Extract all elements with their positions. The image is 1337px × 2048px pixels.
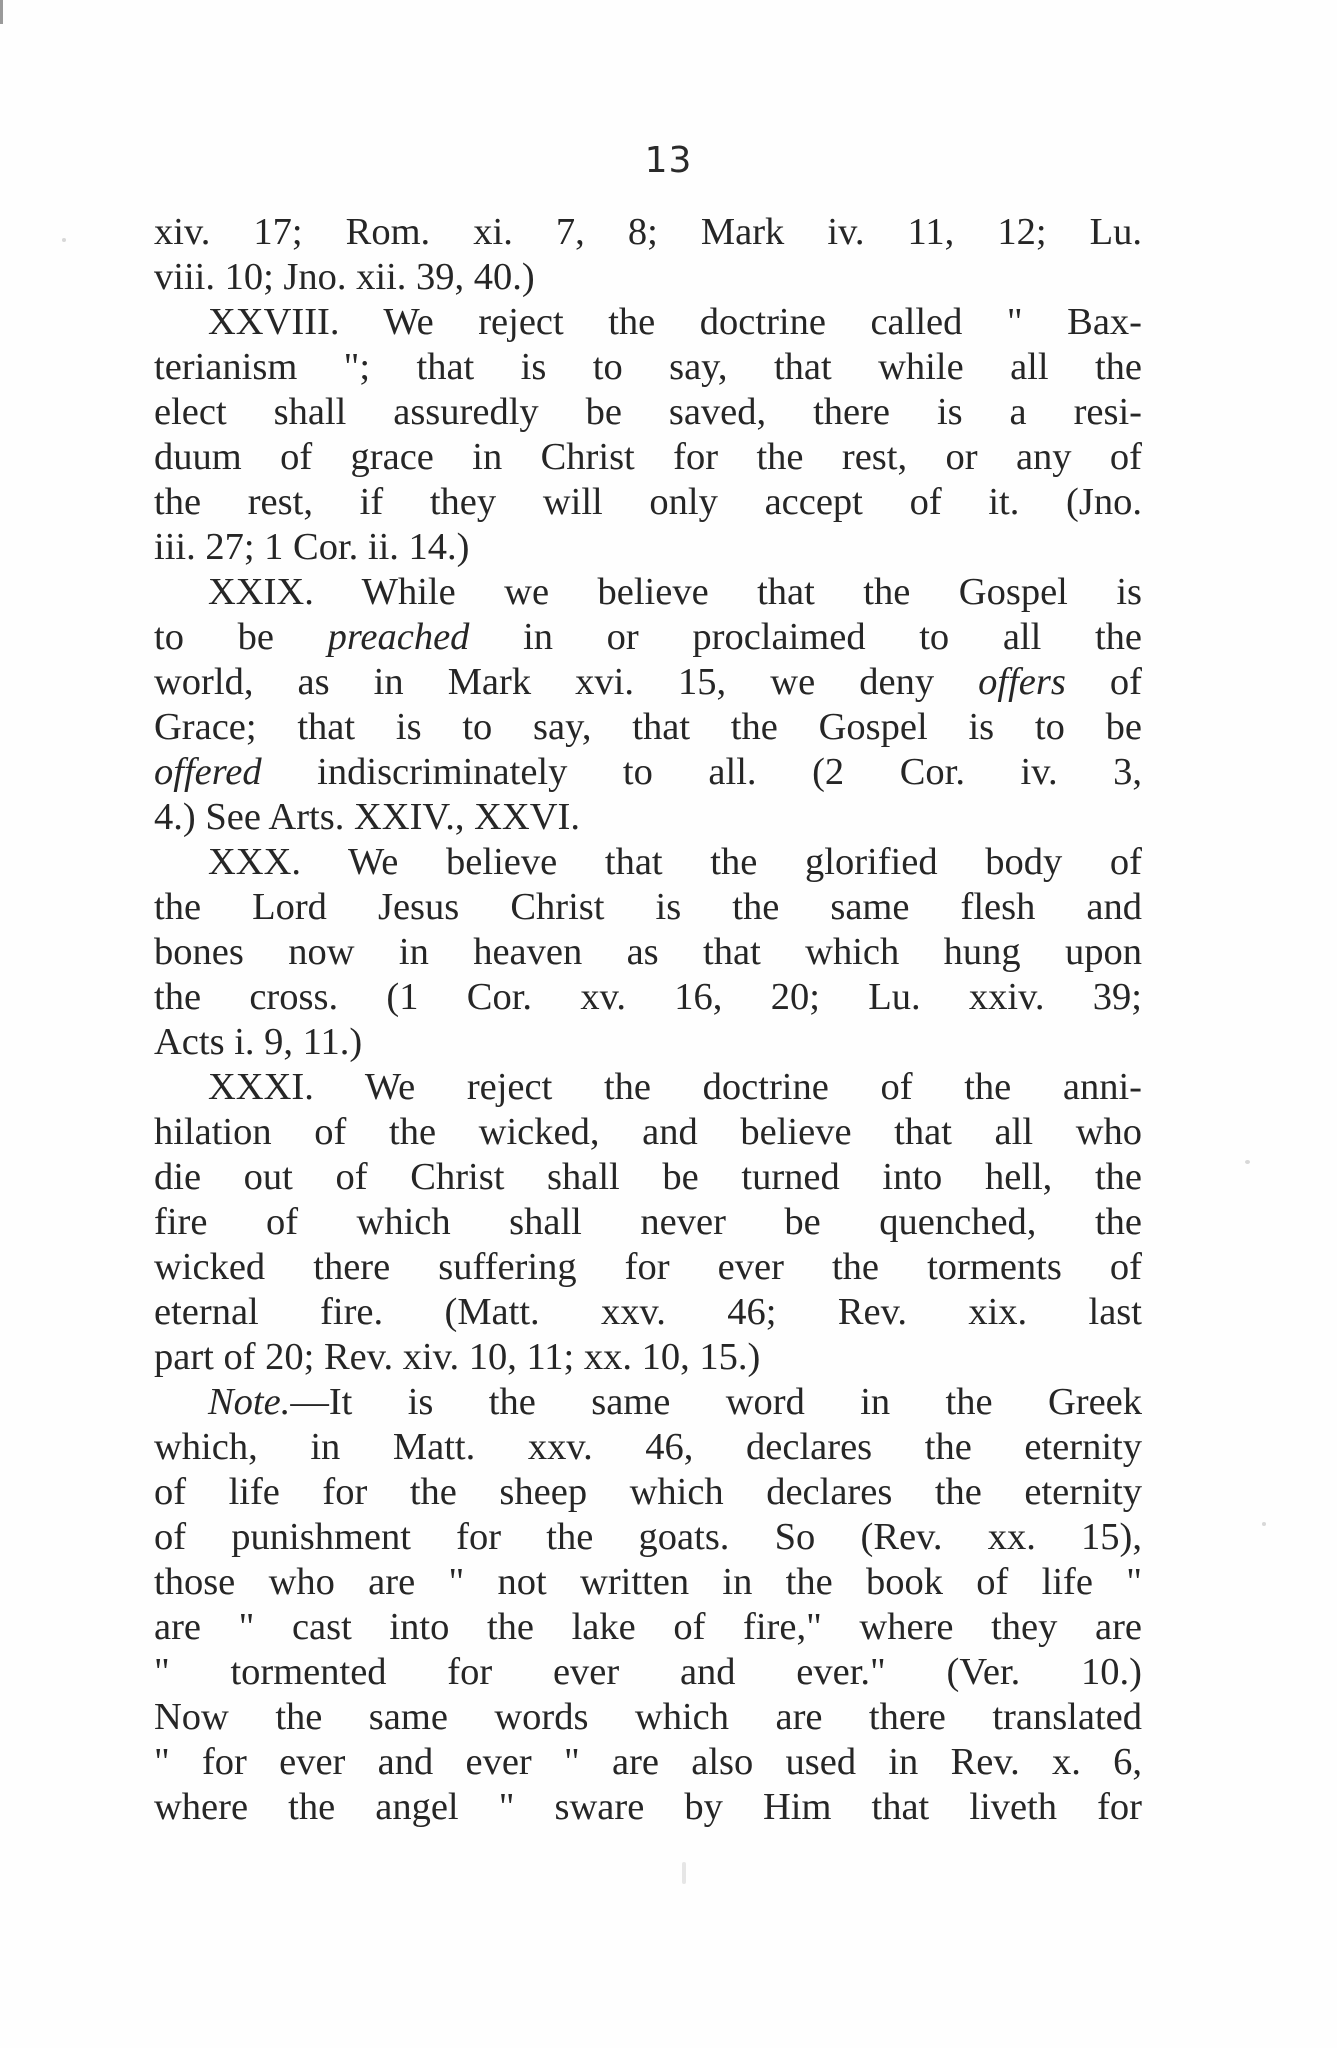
italic-text: preached: [327, 616, 470, 658]
text-line: eternal fire. (Matt. xxv. 46; Rev. xix. last: [154, 1291, 1142, 1333]
text-line: which, in Matt. xxv. 46, declares the eternity: [154, 1426, 1142, 1468]
text-line: the cross. (1 Cor. xv. 16, 20; Lu. xxiv. 39;: [154, 976, 1142, 1018]
body-text: [154, 210, 1142, 1830]
text-line: die out of Christ shall be turned into hell, the: [154, 1156, 1142, 1198]
text-line: viii. 10; Jno. xii. 39, 40.): [154, 256, 535, 298]
text-segment: in or proclaimed to all the: [469, 616, 1142, 658]
text-line: are " cast into the lake of fire," where they are: [154, 1606, 1142, 1648]
text-line: terianism "; that is to say, that while all the: [154, 346, 1142, 388]
scan-speck: [1245, 1160, 1250, 1164]
italic-text: offers: [978, 661, 1066, 703]
text-line: Grace; that is to say, that the Gospel is to be: [154, 706, 1142, 748]
page-number: 13: [644, 140, 693, 181]
text-line: [154, 750, 1142, 795]
text-line: part of 20; Rev. xiv. 10, 11; xx. 10, 15.): [154, 1336, 761, 1378]
text-segment: —It is the same word in the Greek: [290, 1381, 1142, 1423]
text-segment: world, as in Mark xvi. 15, we deny: [154, 661, 979, 703]
text-segment: indiscriminately to all. (2 Cor. iv. 3,: [261, 751, 1142, 793]
text-line: bones now in heaven as that which hung upon: [154, 931, 1142, 973]
text-line: where the angel " sware by Him that liveth for: [154, 1786, 1142, 1828]
scan-speck: [1262, 1522, 1266, 1526]
text-line: of punishment for the goats. So (Rev. xx. 15),: [154, 1516, 1142, 1558]
text-line: wicked there suffering for ever the torments of: [154, 1246, 1142, 1288]
scan-speck: [62, 238, 66, 242]
text-line: hilation of the wicked, and believe that all who: [154, 1111, 1142, 1153]
text-line: " for ever and ever " are also used in Rev. x. 6,: [154, 1741, 1142, 1783]
text-segment: of: [1065, 661, 1143, 703]
text-line: elect shall assuredly be saved, there is a resi-: [154, 391, 1142, 433]
text-segment: to be: [154, 616, 328, 658]
text-line: [154, 660, 1142, 705]
text-line: 4.) See Arts. XXIV., XXVI.: [154, 796, 580, 838]
text-line: fire of which shall never be quenched, the: [154, 1201, 1142, 1243]
text-line: Now the same words which are there translated: [154, 1696, 1142, 1738]
text-line: XXXI. We reject the doctrine of the anni-: [208, 1066, 1142, 1108]
italic-text: Note.: [208, 1381, 291, 1423]
text-line: the rest, if they will only accept of it. (Jno.: [154, 481, 1142, 523]
text-line: [154, 615, 1142, 660]
text-line: XXIX. While we believe that the Gospel is: [208, 571, 1142, 613]
text-line: iii. 27; 1 Cor. ii. 14.): [154, 526, 470, 568]
italic-text: offered: [154, 751, 262, 793]
text-line: those who are " not written in the book of life ": [154, 1561, 1142, 1603]
text-line: XXX. We believe that the glorified body of: [208, 841, 1142, 883]
text-line: " tormented for ever and ever." (Ver. 10.): [154, 1651, 1142, 1693]
text-line: [154, 1380, 1142, 1425]
text-line: of life for the sheep which declares the eternity: [154, 1471, 1142, 1513]
text-line: XXVIII. We reject the doctrine called " Bax-: [208, 301, 1142, 343]
text-line: the Lord Jesus Christ is the same flesh and: [154, 886, 1142, 928]
scan-edge-mark: [0, 0, 3, 24]
scan-speck: [682, 1862, 686, 1884]
text-line: Acts i. 9, 11.): [154, 1021, 363, 1063]
text-line: xiv. 17; Rom. xi. 7, 8; Mark iv. 11, 12; Lu.: [154, 211, 1142, 253]
text-line: duum of grace in Christ for the rest, or any of: [154, 436, 1142, 478]
